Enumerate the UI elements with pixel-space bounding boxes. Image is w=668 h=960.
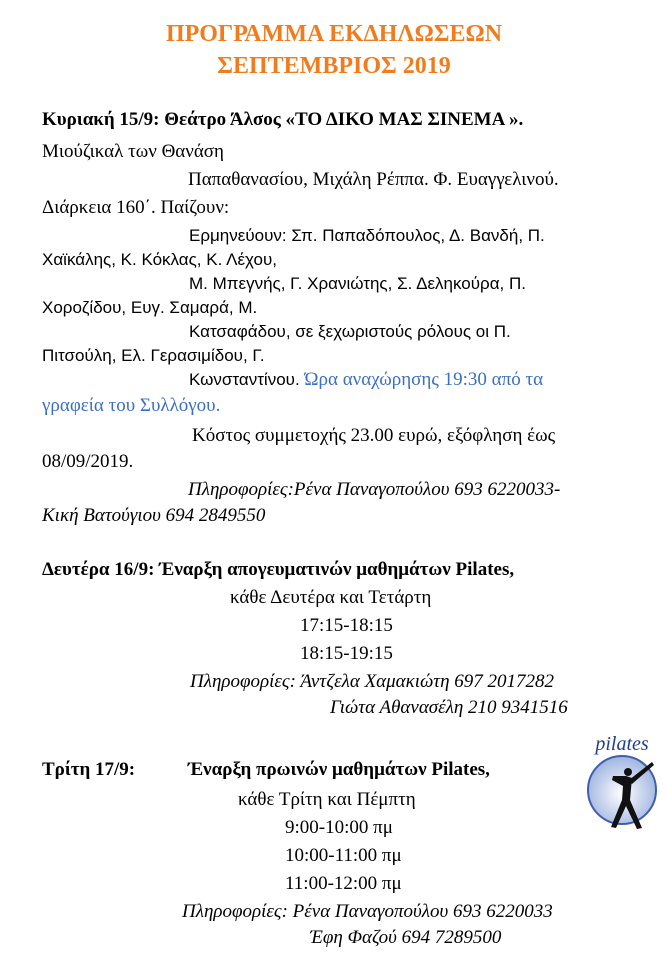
- event1-line1: Μιούζικαλ των Θανάση: [42, 141, 224, 162]
- event1-cast7-text: Κωνσταντίνου.: [189, 370, 300, 389]
- event1-departure-text: Ώρα αναχώρησης 19:30 από τα: [304, 369, 544, 390]
- event1-cost1: Κόστος συμμετοχής 23.00 ευρώ, εξόφληση έως: [192, 425, 556, 446]
- event3-slot2: 10:00-11:00 πμ: [285, 845, 402, 866]
- event1-line2: Παπαθανασίου, Μιχάλη Ρέππα. Φ. Ευαγγελινού.: [188, 169, 559, 190]
- event1-info1: Πληροφορίες:Ρένα Παναγοπούλου 693 6220033-: [188, 479, 561, 500]
- event1-cost2: 08/09/2019.: [42, 451, 134, 472]
- event1-cast1: Ερμηνεύουν: Σπ. Παπαδόπουλος, Δ. Βανδή, Π.: [189, 226, 545, 245]
- event1-cast3: Μ. Μπεγνής, Γ. Χρανιώτης, Σ. Δεληκούρα, Π.: [189, 274, 526, 293]
- event3-days: κάθε Τρίτη και Πέμπτη: [238, 789, 416, 810]
- event1-departure-line2: γραφεία του Συλλόγου.: [42, 395, 221, 416]
- event3-slot1: 9:00-10:00 πμ: [285, 817, 393, 838]
- event1-cast5: Κατσαφάδου, σε ξεχωριστούς ρόλους οι Π.: [189, 322, 511, 341]
- event1-cast7: [189, 368, 543, 392]
- pilates-logo-text: pilates: [595, 733, 649, 755]
- event3-heading-day: Τρίτη 17/9:: [42, 759, 136, 780]
- event1-cast4: Χοροζίδου, Ευγ. Σαμαρά, Μ.: [42, 298, 258, 317]
- event1-info2: Κική Βατούγιου 694 2849550: [42, 505, 266, 526]
- pilates-logo: [582, 728, 664, 844]
- event3-slot3: 11:00-12:00 πμ: [285, 873, 402, 894]
- event1-cast6: Πιτσούλη, Ελ. Γερασιμίδου, Γ.: [42, 346, 265, 365]
- event2-slot2: 18:15-19:15: [300, 643, 393, 664]
- event1-heading: Κυριακή 15/9: Θεάτρο Άλσος «ΤΟ ΔΙΚΟ ΜΑΣ ΣΙΝΕΜΑ ».: [42, 109, 524, 130]
- event2-info2: Γιώτα Αθανασέλη 210 9341516: [330, 697, 568, 718]
- event3-info1: Πληροφορίες: Ρένα Παναγοπούλου 693 6220033: [182, 901, 553, 922]
- event2-info1: Πληροφορίες: Άντζελα Χαμακιώτη 697 2017282: [190, 671, 555, 692]
- event2-slot1: 17:15-18:15: [300, 615, 393, 636]
- event3-info2: Έφη Φαζού 694 7289500: [310, 927, 502, 948]
- event1-line3: Διάρκεια 160΄. Παίζουν:: [42, 197, 230, 218]
- event2-days: κάθε Δευτέρα και Τετάρτη: [230, 587, 432, 608]
- title-line-1: ΠΡΟΓΡΑΜΜΑ ΕΚΔΗΛΩΣΕΩΝ: [165, 21, 503, 47]
- event1-cast2: Χαϊκάλης, Κ. Κόκλας, Κ. Λέχου,: [42, 250, 277, 269]
- event2-heading: Δευτέρα 16/9: Έναρξη απογευματινών μαθημάτων Pilates,: [42, 559, 515, 580]
- event3-heading-text: Έναρξη πρωινών μαθημάτων Pilates,: [188, 759, 490, 780]
- title-line-2: ΣΕΠΤΕΜΒΡΙΟΣ 2019: [217, 53, 451, 79]
